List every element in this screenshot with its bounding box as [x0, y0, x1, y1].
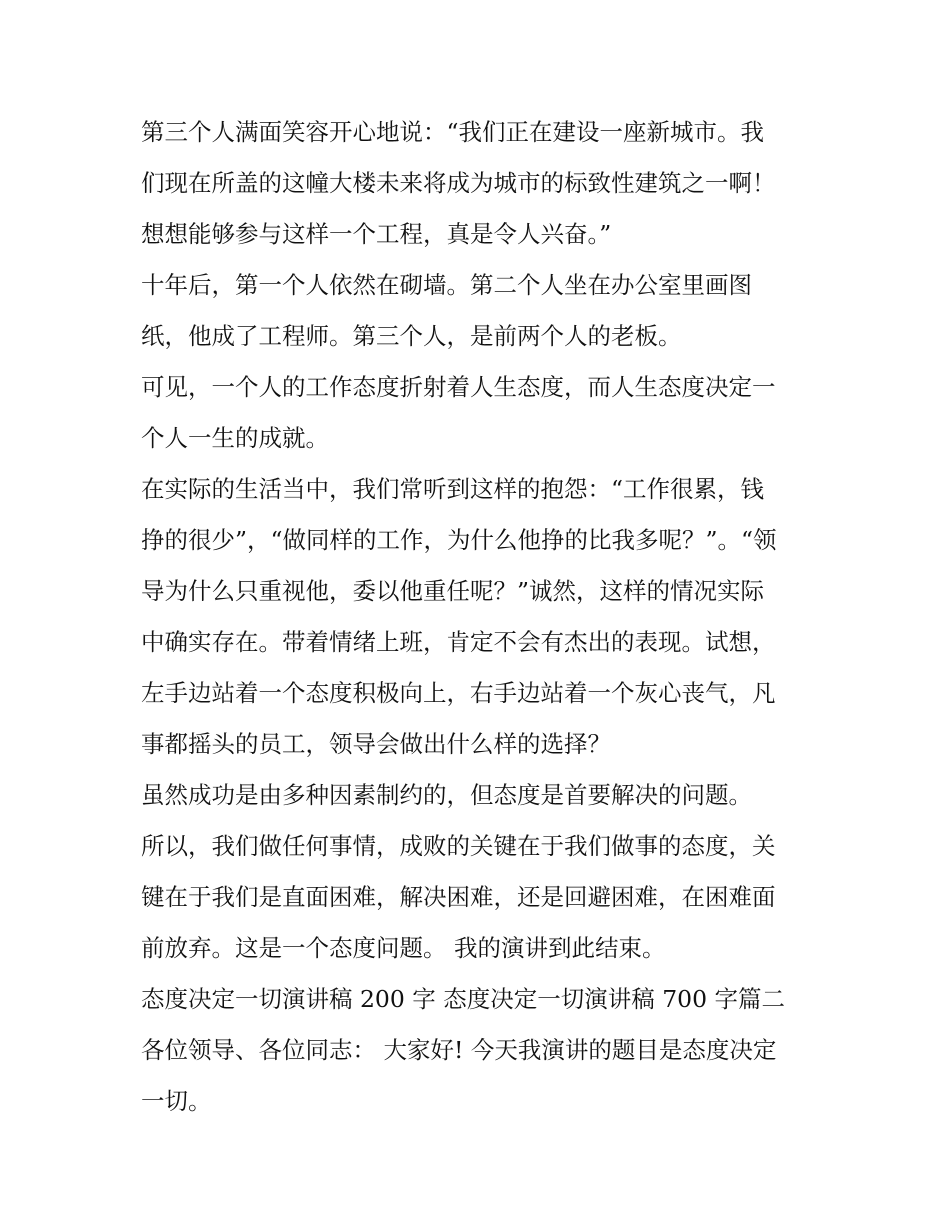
text-line: 纸，他成了工程师。第三个人，是前两个人的老板。: [141, 322, 682, 350]
text-line: 想想能够参与这样一个工程，真是令人兴奋。”: [141, 220, 612, 248]
text-line: 第三个人满面笑容开心地说：“我们正在建设一座新城市。我: [141, 118, 765, 146]
text-line: 键在于我们是直面困难，解决困难，还是回避困难，在困难面: [141, 883, 776, 911]
text-line: 各位领导、各位同志： 大家好! 今天我演讲的题目是态度决定: [141, 1036, 777, 1064]
text-line: 个人一生的成就。: [141, 424, 329, 452]
text-line: 导为什么只重视他，委以他重任呢？”诚然，这样的情况实际: [141, 577, 765, 605]
text-line: 在实际的生活当中，我们常听到这样的抱怨：“工作很累，钱: [141, 475, 765, 503]
text-line: 虽然成功是由多种因素制约的，但态度是首要解决的问题。: [141, 781, 752, 809]
text-line: 中确实存在。带着情绪上班，肯定不会有杰出的表现。试想，: [141, 628, 776, 656]
text-line: 可见，一个人的工作态度折射着人生态度，而人生态度决定一: [141, 373, 776, 401]
text-line: 态度决定一切演讲稿 200 字 态度决定一切演讲稿 700 字篇二: [141, 985, 786, 1013]
text-line: 一切。: [141, 1087, 212, 1115]
text-line: 挣的很少”，“做同样的工作，为什么他挣的比我多呢？”。“领: [141, 526, 777, 554]
text-line: 所以，我们做任何事情，成败的关键在于我们做事的态度，关: [141, 832, 776, 860]
text-line: 左手边站着一个态度积极向上，右手边站着一个灰心丧气，凡: [141, 679, 776, 707]
text-line: 们现在所盖的这幢大楼未来将成为城市的标致性建筑之一啊！: [141, 169, 776, 197]
document-body: [141, 107, 821, 1127]
text-line: 前放弃。这是一个态度问题。 我的演讲到此结束。: [141, 934, 666, 962]
text-line: 十年后，第一个人依然在砌墙。第二个人坐在办公室里画图: [141, 271, 752, 299]
text-line: 事都摇头的员工，领导会做出什么样的选择？: [141, 730, 611, 758]
